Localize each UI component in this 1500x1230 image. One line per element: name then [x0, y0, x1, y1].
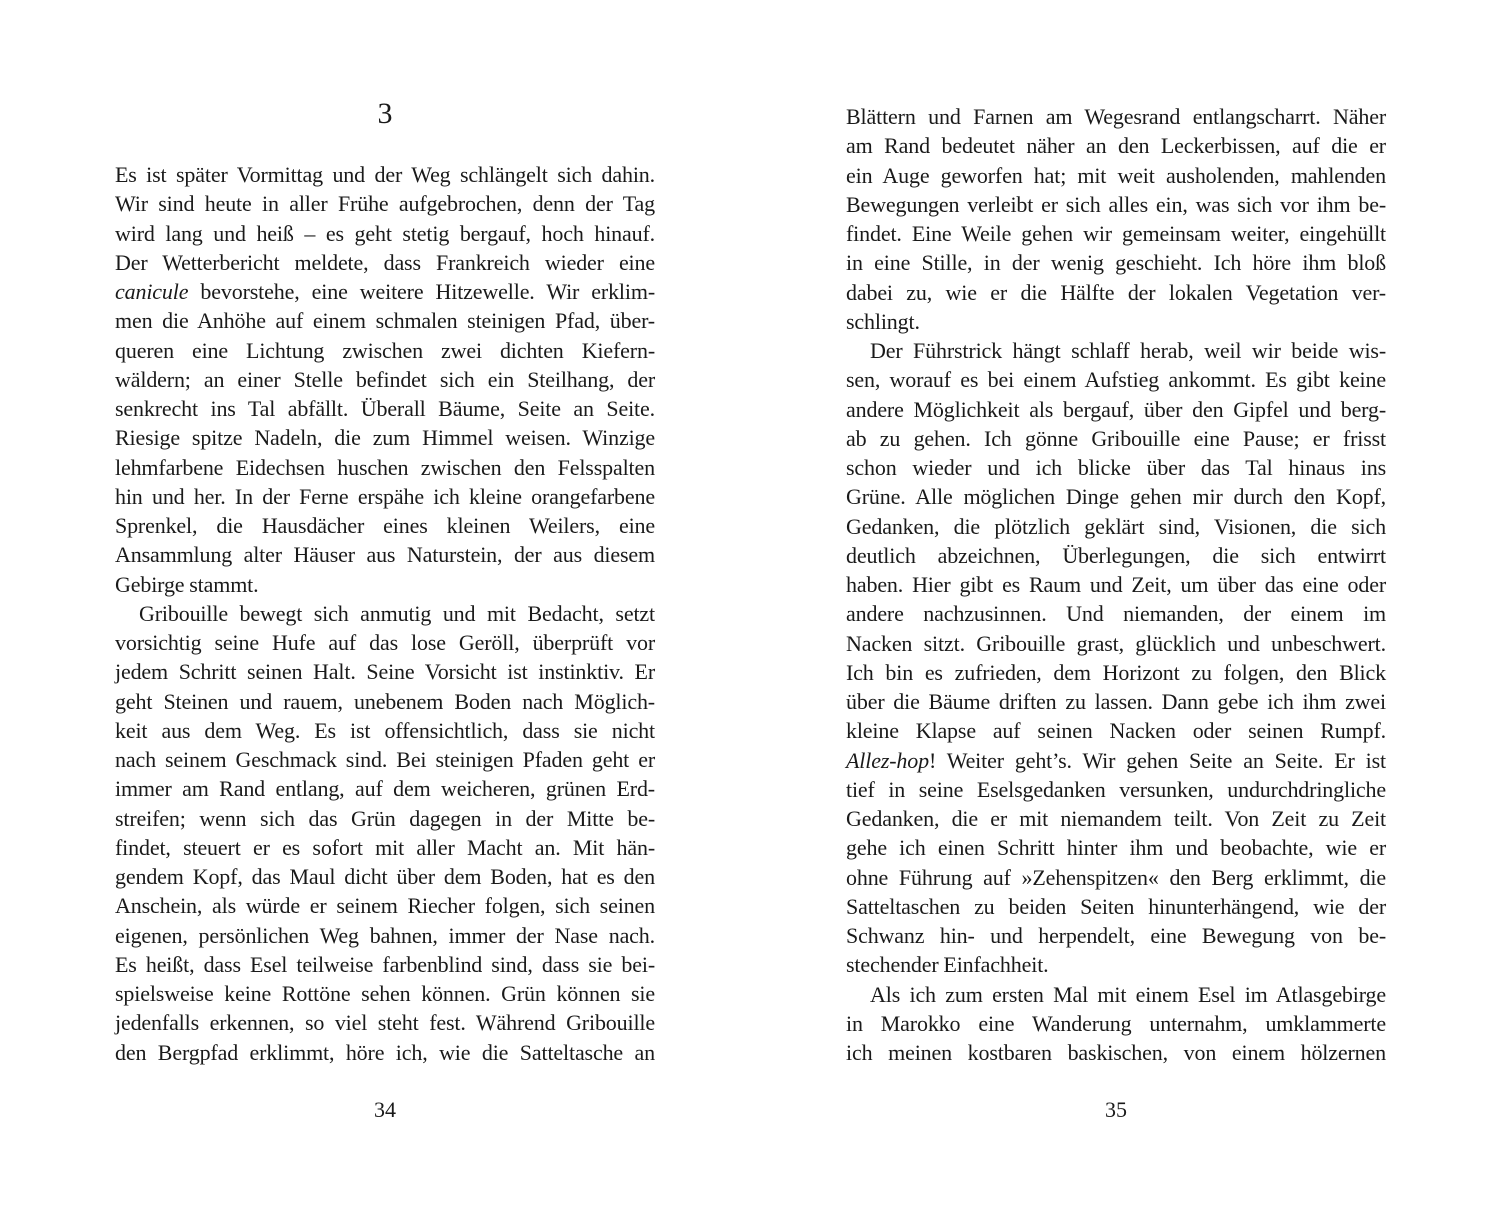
text-line: haben. Hier gibt es Raum und Zeit, um über das eine oder — [846, 572, 1386, 597]
text-line: stechender Einfachheit. — [846, 952, 1049, 978]
page-number-left: 34 — [374, 1097, 396, 1122]
text-line: andere nachzusinnen. Und niemanden, der einem im — [846, 601, 1386, 627]
text-line-rest: bevorstehe, eine weitere Hitzewelle. Wir erklim- — [188, 279, 655, 304]
text-line: nach seinem Geschmack sind. Bei steinigen Pfaden geht er — [115, 747, 655, 772]
text-line: Sprenkel, die Hausdächer eines kleinen Weilers, eine — [115, 513, 655, 538]
text-line: wäldern; an einer Stelle befindet sich ein Steilhang, der — [115, 366, 655, 392]
text-line: wird lang und heiß – es geht stetig bergauf, hoch hinauf. — [115, 220, 655, 246]
text-line: eigenen, persönlichen Weg bahnen, immer der Nase nach. — [115, 922, 655, 948]
text-line: Satteltaschen zu beiden Seiten hinunterhängend, wie der — [846, 893, 1386, 919]
text-line: spielsweise keine Rottöne sehen können. Grün können sie — [115, 981, 655, 1006]
text-line: jedem Schritt seinen Halt. Seine Vorsicht ist instinktiv. Er — [115, 659, 655, 685]
text-line: Anschein, als würde er seinem Riecher folgen, sich seinen — [115, 893, 655, 919]
text-line: senkrecht ins Tal abfällt. Überall Bäume, Seite an Seite. — [115, 396, 655, 421]
text-line: Der Wetterbericht meldete, dass Frankreich wieder eine — [115, 249, 655, 275]
text-line: tief in seine Eselsgedanken versunken, undurchdringliche — [846, 776, 1386, 802]
text-line: dabei zu, wie er die Hälfte der lokalen Vegetation ver- — [846, 279, 1386, 305]
text-line: Es heißt, dass Esel teilweise farbenblind sind, dass sie bei- — [115, 951, 655, 977]
text-line: Gebirge stammt. — [115, 571, 259, 597]
text-line: Riesige spitze Nadeln, die zum Himmel weisen. Winzige — [115, 425, 655, 451]
text-line: über die Bäume driften zu lassen. Dann gebe ich ihm zwei — [846, 689, 1386, 714]
text-line: vorsichtig seine Hufe auf das lose Geröll, überprüft vor — [115, 630, 655, 655]
text-line: in eine Stille, in der wenig geschieht. Ich höre ihm bloß — [846, 250, 1386, 276]
text-line: den Bergpfad erklimmt, höre ich, wie die Satteltasche an — [115, 1039, 655, 1065]
text-line: streifen; wenn sich das Grün dagegen in der Mitte be- — [115, 805, 655, 831]
right-page-text — [846, 102, 1386, 1067]
text-line: schon wieder und ich blicke über das Tal hinaus ins — [846, 455, 1386, 480]
text-line: hin und her. In der Ferne erspähe ich kleine orangefarbene — [115, 483, 655, 509]
text-line: sen, worauf es bei einem Aufstieg ankommt. Es gibt keine — [846, 367, 1386, 393]
text-line: deutlich abzeichnen, Überlegungen, die sich entwirrt — [846, 542, 1386, 568]
text-line: lehmfarbene Eidechsen huschen zwischen den Felsspalten — [115, 454, 655, 480]
text-line: jedenfalls erkennen, so viel steht fest. Während Gribouille — [115, 1010, 655, 1036]
emphasis-canicule: canicule — [115, 279, 189, 304]
text-line: Ansammlung alter Häuser aus Naturstein, der aus diesem — [115, 542, 655, 568]
text-line: Wir sind heute in aller Frühe aufgebrochen, denn der Tag — [115, 191, 655, 217]
text-line: Bewegungen verleibt er sich alles ein, was sich vor ihm be- — [846, 191, 1386, 217]
text-line: ich meinen kostbaren baskischen, von einem hölzernen — [846, 1040, 1386, 1065]
chapter-number: 3 — [377, 97, 393, 130]
text-line: Schwanz hin- und herpendelt, eine Bewegung von be- — [846, 923, 1386, 948]
text-line: men die Anhöhe auf einem schmalen steinigen Pfad, über- — [115, 308, 655, 334]
text-line-rest: ! Weiter geht’s. Wir gehen Seite an Seite. Er ist — [928, 747, 1386, 773]
text-line — [846, 746, 1386, 775]
text-line: kleine Klapse auf seinen Nacken oder seinen Rumpf. — [846, 718, 1386, 744]
text-line: queren eine Lichtung zwischen zwei dichten Kiefern- — [115, 337, 655, 363]
text-line: Grüne. Alle möglichen Dinge gehen mir durch den Kopf, — [846, 484, 1386, 510]
text-line: ohne Führung auf »Zehenspitzen« den Berg erklimmt, die — [846, 864, 1386, 890]
text-line: Gedanken, die plötzlich geklärt sind, Visionen, die sich — [846, 513, 1386, 539]
text-line: geht Steinen und rauem, unebenem Boden nach Möglich- — [115, 688, 655, 714]
text-line — [115, 277, 655, 306]
text-line: schlingt. — [846, 308, 920, 334]
left-page — [115, 0, 655, 1230]
text-line: in Marokko eine Wanderung unternahm, umklammerte — [846, 1010, 1386, 1036]
text-line: gehe ich einen Schritt hinter ihm und beobachte, wie er — [846, 835, 1386, 861]
text-line: Gedanken, die er mit niemandem teilt. Von Zeit zu Zeit — [846, 806, 1386, 831]
text-line: Nacken sitzt. Gribouille grast, glücklich und unbeschwert. — [846, 630, 1386, 656]
text-line: findet, steuert er es sofort mit aller Macht an. Mit hän- — [115, 834, 655, 860]
text-line: Gribouille bewegt sich anmutig und mit Bedacht, setzt — [139, 600, 655, 626]
page-number-right: 35 — [1105, 1097, 1127, 1122]
emphasis-allez-hop: Allez-hop — [846, 747, 929, 773]
text-line: ein Auge geworfen hat; mit weit ausholenden, mahlenden — [846, 162, 1386, 188]
left-page-text — [115, 160, 655, 1067]
text-line: Der Führstrick hängt schlaff herab, weil wir beide wis- — [870, 338, 1386, 363]
text-line: immer am Rand entlang, auf dem weicheren, grünen Erd- — [115, 776, 655, 802]
text-line: findet. Eine Weile gehen wir gemeinsam weiter, eingehüllt — [846, 221, 1386, 246]
text-line: Es ist später Vormittag und der Weg schlängelt sich dahin. — [115, 162, 655, 187]
text-line: andere Möglichkeit als bergauf, über den Gipfel und berg- — [846, 396, 1386, 422]
text-line: Blättern und Farnen am Wegesrand entlangscharrt. Näher — [846, 104, 1386, 129]
text-line: ab zu gehen. Ich gönne Gribouille eine Pause; er frisst — [846, 425, 1386, 451]
text-line: Ich bin es zufrieden, dem Horizont zu folgen, den Blick — [846, 659, 1386, 685]
text-line: am Rand bedeutet näher an den Leckerbissen, auf die er — [846, 133, 1386, 159]
text-line: gendem Kopf, das Maul dicht über dem Boden, hat es den — [115, 864, 655, 889]
right-page — [846, 0, 1386, 1230]
text-line: Als ich zum ersten Mal mit einem Esel im Atlasgebirge — [870, 981, 1386, 1007]
text-line: keit aus dem Weg. Es ist offensichtlich, dass sie nicht — [115, 717, 655, 743]
